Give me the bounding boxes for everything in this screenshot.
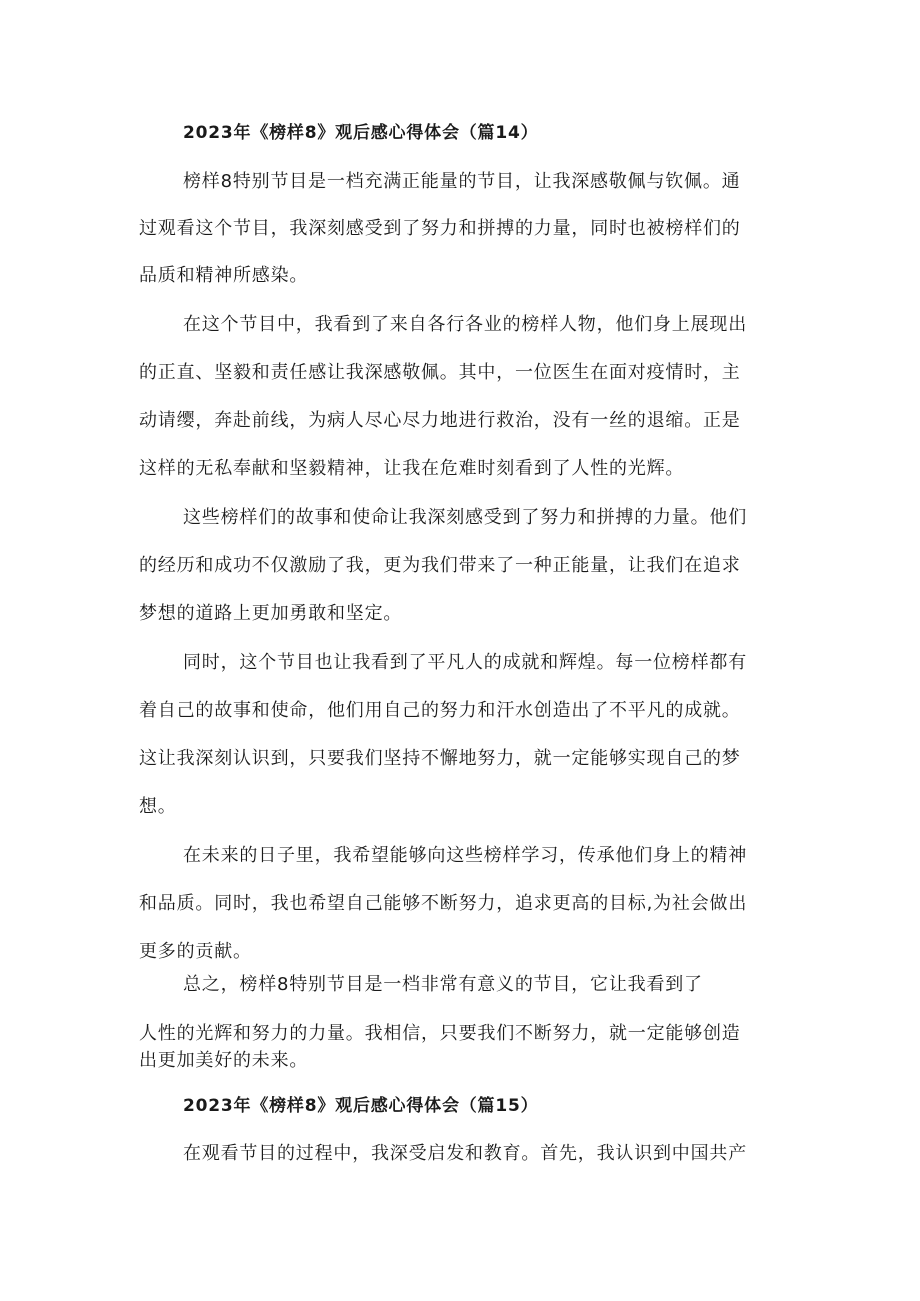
- paragraph-line: 榜样8特别节目是一档充满正能量的节目，让我深感敬佩与钦佩。通: [183, 171, 741, 192]
- paragraph-line: 出更加美好的未来。: [139, 1050, 309, 1071]
- paragraph-line: 和品质。同时，我也希望自己能够不断努力，追求更高的目标,为社会做出: [139, 893, 748, 914]
- section-15-heading: 2023年《榜样8》观后感心得体会（篇15）: [183, 1096, 539, 1116]
- paragraph-line: 的经历和成功不仅激励了我，更为我们带来了一种正能量，让我们在追求: [139, 555, 741, 576]
- paragraph-line: 着自己的故事和使命，他们用自己的努力和汗水创造出了不平凡的成就。: [139, 700, 741, 721]
- paragraph-line: 品质和精神所感染。: [139, 265, 309, 286]
- paragraph-line: 人性的光辉和努力的力量。我相信，只要我们不断努力，就一定能够创造: [139, 1023, 741, 1044]
- paragraph-line: 在观看节目的过程中，我深受启发和教育。首先，我认识到中国共产: [183, 1143, 747, 1164]
- paragraph-line: 想。: [139, 796, 177, 817]
- paragraph-line: 同时，这个节目也让我看到了平凡人的成就和辉煌。每一位榜样都有: [183, 652, 747, 673]
- paragraph-line: 的正直、坚毅和责任感让我深感敬佩。其中，一位医生在面对疫情时，主: [139, 362, 741, 383]
- paragraph-line: 总之，榜样8特别节目是一档非常有意义的节目，它让我看到了: [183, 974, 703, 995]
- paragraph-line: 这让我深刻认识到，只要我们坚持不懈地努力，就一定能够实现自己的梦: [139, 748, 741, 769]
- paragraph-line: 梦想的道路上更加勇敢和坚定。: [139, 603, 403, 624]
- paragraph-line: 在这个节目中，我看到了来自各行各业的榜样人物，他们身上展现出: [183, 314, 747, 335]
- paragraph-line: 这些榜样们的故事和使命让我深刻感受到了努力和拼搏的力量。他们: [183, 507, 747, 528]
- paragraph-line: 动请缨，奔赴前线，为病人尽心尽力地进行救治，没有一丝的退缩。正是: [139, 410, 741, 431]
- paragraph-line: 在未来的日子里，我希望能够向这些榜样学习，传承他们身上的精神: [183, 845, 747, 866]
- section-14-heading: 2023年《榜样8》观后感心得体会（篇14）: [183, 123, 539, 143]
- paragraph-line: 这样的无私奉献和坚毅精神，让我在危难时刻看到了人性的光辉。: [139, 458, 685, 479]
- paragraph-line: 更多的贡献。: [139, 941, 252, 962]
- paragraph-line: 过观看这个节目，我深刻感受到了努力和拼搏的力量，同时也被榜样们的: [139, 218, 741, 239]
